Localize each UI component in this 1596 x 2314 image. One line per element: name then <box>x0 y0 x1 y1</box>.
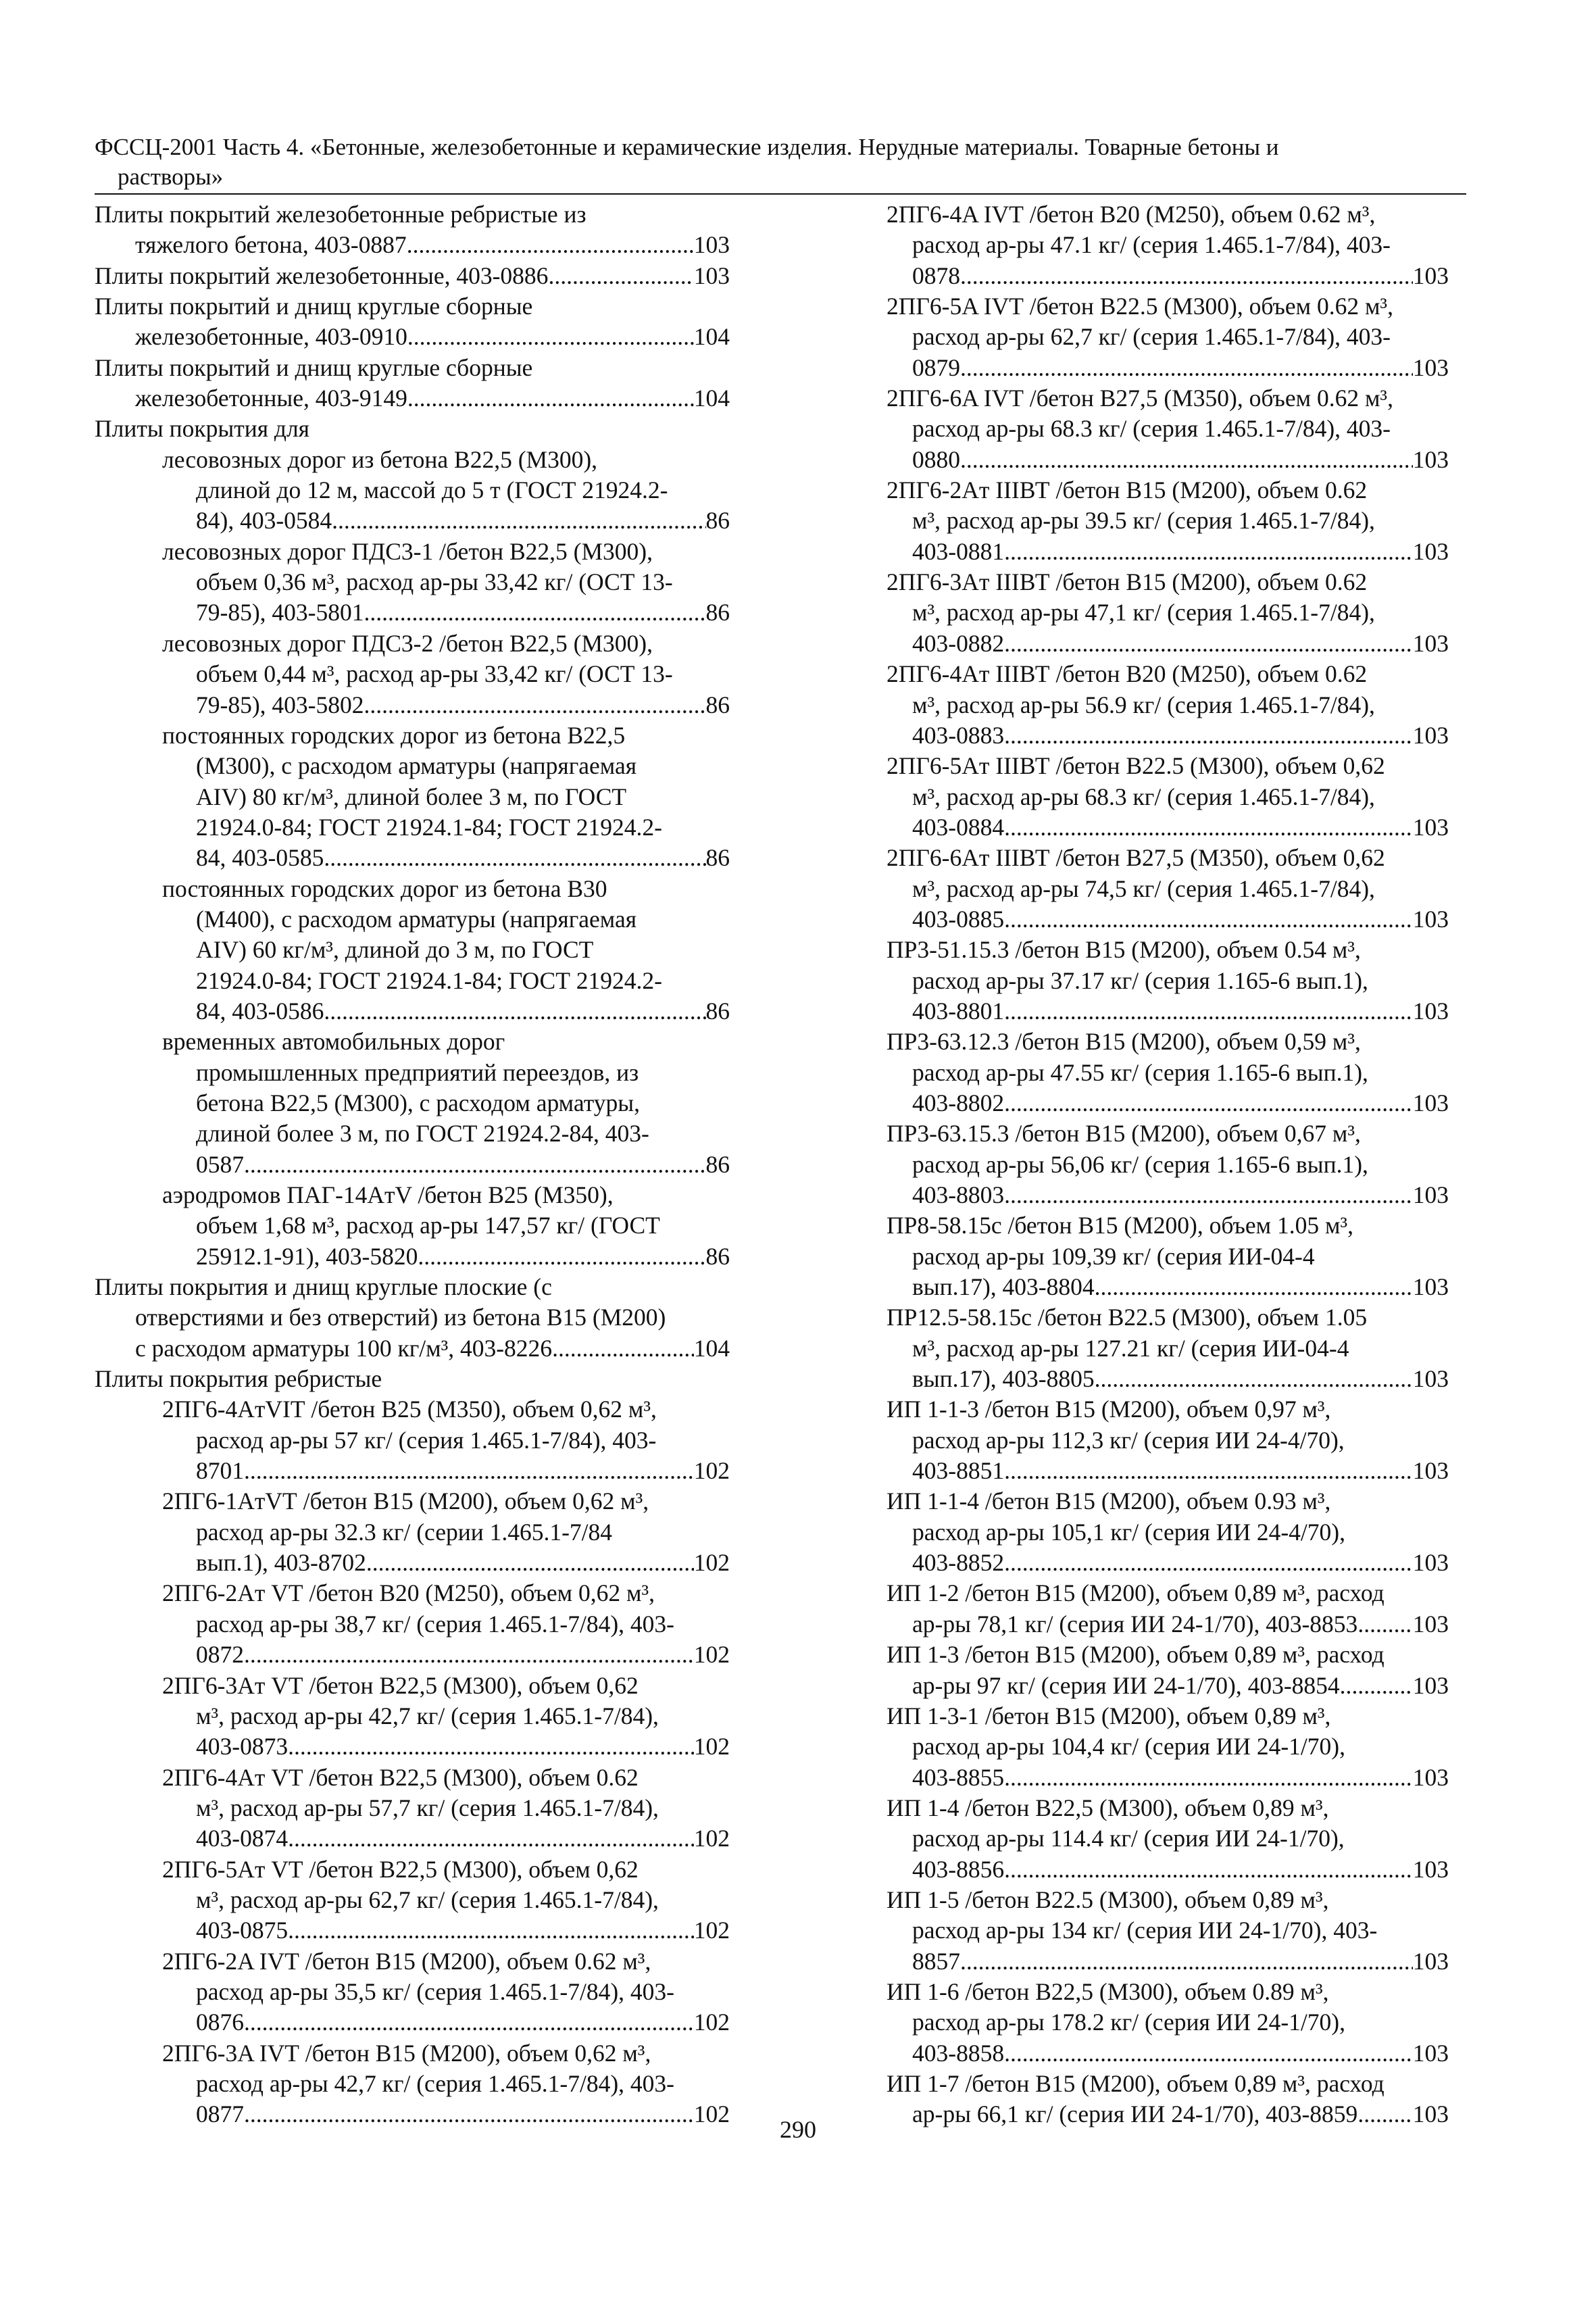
dot-leader <box>1004 1854 1413 1885</box>
dot-leader <box>1095 1272 1413 1302</box>
entry-line: 2ПГ6-3Aт VТ /бетон В22,5 (М300), объем 0,62 <box>162 1671 639 1699</box>
entry-line: м³, расход ар-ры 127.21 кг/ (серия ИИ-04-4 <box>912 1334 1349 1362</box>
index-column-left <box>95 199 730 2130</box>
entry-text: 403-0881 <box>912 537 1005 565</box>
entry-page-ref: 103 <box>1412 905 1449 933</box>
entry-page-ref: 103 <box>1412 1181 1449 1208</box>
entry-line <box>95 1241 730 1272</box>
index-entry <box>95 629 730 720</box>
entry-line <box>95 322 730 352</box>
entry-page-ref: 103 <box>1412 997 1449 1025</box>
page-number: 290 <box>780 2116 816 2143</box>
entry-line: расход ар-ры 47.55 кг/ (серия 1.165-6 вып.1), <box>912 1058 1368 1086</box>
index-entry <box>887 1640 1449 1701</box>
entry-page-ref: 103 <box>1412 445 1449 473</box>
index-entry <box>887 199 1449 291</box>
entry-line: ИП 1-3-1 /бетон В15 (М200), объем 0,89 м³, <box>887 1702 1331 1729</box>
dot-leader <box>244 1456 694 1486</box>
entry-line: 2ПГ6-2Aт IIIВТ /бетон В15 (М200), объем 0.62 <box>887 476 1368 504</box>
dot-leader <box>332 506 705 536</box>
entry-page-ref: 103 <box>693 231 730 259</box>
entry-line: расход ар-ры 57 кг/ (серия 1.465.1-7/84), 403- <box>196 1426 657 1454</box>
index-entry <box>887 1885 1449 1977</box>
entry-page-ref: 103 <box>1412 353 1449 381</box>
entry-line: Плиты покрытий и днищ круглые сборные <box>95 293 533 320</box>
dot-leader <box>1004 629 1413 659</box>
entry-line: бетона В22,5 (М300), с расходом арматуры, <box>196 1089 640 1116</box>
entry-text: 403-0884 <box>912 813 1005 841</box>
index-entry <box>95 199 730 261</box>
entry-page-ref: 103 <box>1412 1671 1449 1699</box>
dot-leader <box>548 261 693 291</box>
entry-line: длиной до 12 м, массой до 5 т (ГОСТ 21924.2- <box>196 476 668 504</box>
index-entry <box>95 291 730 353</box>
index-entry <box>887 1027 1449 1118</box>
running-header <box>95 132 1480 192</box>
dot-leader <box>1004 996 1413 1027</box>
entry-line <box>95 506 730 536</box>
entry-text: 84, 403-0585 <box>196 844 324 872</box>
entry-page-ref: 103 <box>1412 1365 1449 1393</box>
index-entry <box>887 1302 1449 1394</box>
entry-text: 403-0883 <box>912 721 1005 749</box>
entry-line <box>95 1456 730 1486</box>
dot-leader <box>366 1548 694 1578</box>
entry-line: постоянных городских дорог из бетона В30 <box>162 875 607 902</box>
dot-leader <box>244 1640 694 1670</box>
index-entry <box>95 1578 730 1670</box>
entry-line <box>887 2038 1449 2069</box>
entry-line: 2ПГ6-6A IVТ /бетон В27,5 (М350), объем 0.62 м³, <box>887 385 1393 412</box>
entry-page-ref: 104 <box>693 1334 730 1362</box>
entry-page-ref: 103 <box>1412 721 1449 749</box>
entry-line: ИП 1-2 /бетон В15 (М200), объем 0,89 м³, расход <box>887 1579 1385 1607</box>
entry-line: временных автомобильных дорог <box>162 1028 505 1056</box>
entry-text: 403-8855 <box>912 1763 1005 1791</box>
entry-line: расход ар-ры 35,5 кг/ (серия 1.465.1-7/84), 403- <box>196 1977 675 2005</box>
entry-line: 21924.0-84; ГОСТ 21924.1-84; ГОСТ 21924.2- <box>196 813 662 841</box>
entry-line: расход ар-ры 38,7 кг/ (серия 1.465.1-7/84), 403- <box>196 1610 675 1638</box>
entry-text: 79-85), 403-5802 <box>196 691 364 718</box>
index-entry <box>95 261 730 291</box>
entry-page-ref: 103 <box>1412 813 1449 841</box>
entry-page-ref: 104 <box>693 323 730 351</box>
entry-line <box>887 1180 1449 1210</box>
entry-page-ref: 103 <box>1412 537 1449 565</box>
entry-line: расход ар-ры 32.3 кг/ (серии 1.465.1-7/84 <box>196 1518 613 1546</box>
entry-line: расход ар-ры 114.4 кг/ (серия ИИ 24-1/70), <box>912 1825 1345 1852</box>
header-line-2: растворы» <box>118 164 224 190</box>
entry-line: Плиты покрытия для <box>95 415 310 443</box>
dot-leader <box>1004 1180 1413 1210</box>
entry-line: расход ар-ры 68.3 кг/ (серия 1.465.1-7/84), 403- <box>912 415 1391 443</box>
index-entry <box>887 1394 1449 1486</box>
entry-page-ref: 86 <box>705 1150 730 1178</box>
index-entry <box>95 1946 730 2038</box>
dot-leader <box>407 230 694 260</box>
dot-leader <box>288 1823 694 1854</box>
dot-leader <box>1004 904 1413 935</box>
dot-leader <box>1004 2038 1413 2069</box>
entry-line: ПР8-58.15с /бетон В15 (М200), объем 1.05 м³, <box>887 1212 1353 1239</box>
entry-line: постоянных городских дорог из бетона В22,5 <box>162 721 626 749</box>
entry-line: аэродромов ПАГ-14AтV /бетон В25 (М350), <box>162 1181 614 1208</box>
index-entry <box>95 1763 730 1854</box>
index-entry <box>95 1394 730 1486</box>
entry-line <box>887 537 1449 567</box>
entry-line: ИП 1-6 /бетон В22,5 (М300), объем 0.89 м³, <box>887 1977 1329 2005</box>
entry-line: ПР12.5-58.15с /бетон В22.5 (М300), объем 1.05 <box>887 1304 1368 1331</box>
dot-leader <box>418 1241 705 1272</box>
entry-page-ref: 86 <box>705 997 730 1025</box>
entry-line: AIV) 80 кг/м³, длиной более 3 м, по ГОСТ <box>196 783 627 810</box>
entry-line: длиной более 3 м, по ГОСТ 21924.2-84, 403- <box>196 1120 649 1148</box>
entry-text: ар-ры 97 кг/ (серия ИИ 24-1/70), 403-8854.. <box>912 1671 1352 1699</box>
index-entry <box>887 1486 1449 1578</box>
index-entry <box>95 1364 730 1394</box>
entry-line: ИП 1-1-4 /бетон В15 (М200), объем 0.93 м³, <box>887 1487 1331 1515</box>
entry-line: (М300), с расходом арматуры (напрягаемая <box>196 752 637 780</box>
index-entry <box>887 1701 1449 1793</box>
entry-line <box>887 1088 1449 1118</box>
entry-line <box>95 383 730 414</box>
index-entry <box>95 874 730 1027</box>
entry-line: расход ар-ры 178.2 кг/ (серия ИИ 24-1/70), <box>912 2009 1345 2036</box>
entry-line: лесовозных дорог из бетона В22,5 (М300), <box>162 445 598 473</box>
entry-line: ПР3-63.15.3 /бетон В15 (М200), объем 0,67 м³, <box>887 1120 1361 1148</box>
entry-text: 403-0874 <box>196 1825 289 1852</box>
entry-text: 25912.1-91), 403-5820 <box>196 1242 418 1270</box>
entry-text: ар-ры 66,1 кг/ (серия ИИ 24-1/70), 403-8859 <box>912 2100 1358 2128</box>
dot-leader <box>1004 537 1413 567</box>
entry-text: 403-8856 <box>912 1855 1005 1883</box>
dot-leader <box>1351 1671 1412 1701</box>
entry-line: расход ар-ры 42,7 кг/ (серия 1.465.1-7/84), 403- <box>196 2069 675 2097</box>
dot-leader <box>1004 1088 1413 1118</box>
index-entry <box>95 1027 730 1180</box>
entry-line: 2ПГ6-2Aт VТ /бетон В20 (М250), объем 0,62 м³, <box>162 1579 655 1607</box>
entry-page-ref: 103 <box>1412 262 1449 289</box>
entry-line: м³, расход ар-ры 74,5 кг/ (серия 1.465.1-7/84), <box>912 875 1375 902</box>
entry-page-ref: 102 <box>693 2100 730 2128</box>
entry-page-ref: 103 <box>1412 1273 1449 1301</box>
index-entry <box>887 1793 1449 1885</box>
entry-line <box>887 904 1449 935</box>
entry-text: с расходом арматуры 100 кг/м³, 403-8226 <box>135 1334 553 1362</box>
entry-line: Плиты покрытий и днищ круглые сборные <box>95 353 533 381</box>
index-entry <box>95 720 730 874</box>
entry-line: промышленных предприятий переездов, из <box>196 1058 639 1086</box>
entry-line: 2ПГ6-6Aт IIIВТ /бетон В27,5 (М350), объем 0,62 <box>887 844 1385 872</box>
dot-leader <box>364 597 705 628</box>
entry-line: 2ПГ6-5A IVТ /бетон В22.5 (М300), объем 0.62 м³, <box>887 293 1393 320</box>
entry-line <box>95 843 730 873</box>
entry-text: 8701 <box>196 1457 244 1485</box>
header-line-1: ФССЦ-2001 Часть 4. «Бетонные, железобетонные и керамические изделия. Нерудные материалы. Товарные бетоны и <box>95 134 1279 160</box>
dot-leader <box>407 322 694 352</box>
entry-page-ref: 102 <box>693 1917 730 1944</box>
entry-line: Плиты покрытий железобетонные ребристые из <box>95 201 587 228</box>
entry-line: 2ПГ6-1AтVТ /бетон В15 (М200), объем 0,62 м³, <box>162 1487 649 1515</box>
entry-page-ref: 104 <box>693 385 730 412</box>
entry-line: объем 0,36 м³, расход ар-ры 33,42 кг/ (ОСТ 13- <box>196 568 673 596</box>
index-entry <box>887 659 1449 751</box>
entry-line: ИП 1-3 /бетон В15 (М200), объем 0,89 м³, расход <box>887 1641 1385 1669</box>
dot-leader <box>324 843 705 873</box>
entry-line <box>95 1548 730 1578</box>
entry-page-ref: 103 <box>693 262 730 289</box>
entry-line <box>887 812 1449 843</box>
entry-line: м³, расход ар-ры 47,1 кг/ (серия 1.465.1-7/84), <box>912 599 1375 626</box>
index-entry <box>887 475 1449 567</box>
entry-page-ref: 86 <box>705 1242 730 1270</box>
entry-line: м³, расход ар-ры 39.5 кг/ (серия 1.465.1-7/84), <box>912 507 1375 535</box>
entry-line: 2ПГ6-4Aт IIIВТ /бетон В20 (М250), объем 0.62 <box>887 660 1368 688</box>
index-entry <box>887 1210 1449 1302</box>
entry-line: м³, расход ар-ры 56.9 кг/ (серия 1.465.1-7/84), <box>912 691 1375 718</box>
entry-page-ref: 103 <box>1412 629 1449 657</box>
dot-leader <box>960 261 1413 291</box>
entry-page-ref: 102 <box>693 1549 730 1577</box>
entry-line <box>887 720 1449 751</box>
entry-line <box>95 1640 730 1670</box>
index-entry <box>887 1118 1449 1210</box>
entry-line: AIV) 60 кг/м³, длиной до 3 м, по ГОСТ <box>196 936 594 964</box>
entry-page-ref: 103 <box>1412 1763 1449 1791</box>
dot-leader <box>407 383 694 414</box>
entry-line: расход ар-ры 47.1 кг/ (серия 1.465.1-7/84), 403- <box>912 231 1391 259</box>
entry-line <box>887 1548 1449 1578</box>
entry-page-ref: 86 <box>705 691 730 718</box>
entry-line: м³, расход ар-ры 42,7 кг/ (серия 1.465.1-7/84), <box>196 1702 659 1729</box>
entry-page-ref: 86 <box>705 507 730 535</box>
dot-leader <box>364 690 705 720</box>
entry-line: 2ПГ6-5Aт IIIВТ /бетон В22.5 (М300), объем 0,62 <box>887 752 1385 780</box>
entry-text: 0872 <box>196 1641 244 1669</box>
entry-line: Плиты покрытия ребристые <box>95 1365 382 1393</box>
dot-leader <box>288 1731 694 1762</box>
index-entry <box>95 414 730 444</box>
dot-leader <box>960 1946 1413 1977</box>
entry-text: 8857 <box>912 1947 960 1975</box>
entry-line <box>95 2007 730 2038</box>
entry-text: 403-8803 <box>912 1181 1005 1208</box>
index-entry <box>887 291 1449 383</box>
dot-leader <box>552 1333 694 1364</box>
index-entry <box>95 537 730 629</box>
entry-text: 84, 403-0586 <box>196 997 324 1025</box>
entry-line <box>887 1609 1449 1640</box>
entry-page-ref: 103 <box>1412 1549 1449 1577</box>
entry-text: 403-8801 <box>912 997 1005 1025</box>
entry-line <box>887 445 1449 475</box>
entry-page-ref: 102 <box>693 2009 730 2036</box>
entry-line: ИП 1-4 /бетон В22,5 (М300), объем 0,89 м³, <box>887 1794 1329 1821</box>
entry-text: 0876 <box>196 2009 244 2036</box>
entry-line <box>887 1364 1449 1394</box>
entry-line <box>887 996 1449 1027</box>
entry-page-ref: 102 <box>693 1457 730 1485</box>
index-entry <box>887 751 1449 843</box>
entry-line: 2ПГ6-4AтVIТ /бетон В25 (М350), объем 0,62 м³, <box>162 1396 657 1423</box>
entry-line: Плиты покрытия и днищ круглые плоские (с <box>95 1273 552 1301</box>
entry-text: тяжелого бетона, 403-0887 <box>135 231 407 259</box>
entry-line: расход ар-ры 109,39 кг/ (серия ИИ-04-4 <box>912 1242 1315 1270</box>
dot-leader <box>1004 1548 1413 1578</box>
entry-page-ref: 103 <box>1412 1947 1449 1975</box>
index-entry <box>95 445 730 537</box>
dot-leader <box>1004 720 1413 751</box>
entry-line: лесовозных дорог ПДС3-1 /бетон В22,5 (М300), <box>162 537 653 565</box>
entry-line: расход ар-ры 104,4 кг/ (серия ИИ 24-1/70), <box>912 1733 1345 1761</box>
dot-leader <box>1004 1456 1413 1486</box>
dot-leader <box>244 1150 706 1180</box>
entry-page-ref: 86 <box>705 599 730 626</box>
entry-line <box>95 597 730 628</box>
entry-line: 2ПГ6-2A IVТ /бетон В15 (М200), объем 0.62 м³, <box>162 1947 651 1975</box>
entry-line: м³, расход ар-ры 68.3 кг/ (серия 1.465.1-7/84), <box>912 783 1375 810</box>
entry-page-ref: 103 <box>1412 1610 1449 1638</box>
entry-line: ПР3-63.12.3 /бетон В15 (М200), объем 0,59 м³, <box>887 1028 1361 1056</box>
entry-text: железобетонные, 403-0910 <box>135 323 407 351</box>
dot-leader <box>324 996 705 1027</box>
entry-line: ПР3-51.15.3 /бетон В15 (М200), объем 0.54 м³, <box>887 936 1361 964</box>
entry-line: лесовозных дорог ПДС3-2 /бетон В22,5 (М300), <box>162 629 653 657</box>
index-column-right <box>887 199 1449 2130</box>
entry-line: расход ар-ры 112,3 кг/ (серия ИИ 24-4/70), <box>912 1426 1345 1454</box>
entry-text: 0587 <box>196 1150 244 1178</box>
entry-text: 79-85), 403-5801 <box>196 599 364 626</box>
entry-text: 403-8858 <box>912 2039 1005 2067</box>
entry-page-ref: 102 <box>693 1825 730 1852</box>
entry-text: 0879 <box>912 353 960 381</box>
entry-text: 403-0882 <box>912 629 1005 657</box>
entry-line <box>95 1823 730 1854</box>
index-entry <box>95 1180 730 1272</box>
entry-line: расход ар-ры 37.17 кг/ (серия 1.165-6 вып.1), <box>912 966 1368 994</box>
entry-text: вып.1), 403-8702 <box>196 1549 366 1577</box>
entry-text: вып.17), 403-8805 <box>912 1365 1095 1393</box>
index-entry <box>95 353 730 414</box>
entry-line <box>95 1150 730 1180</box>
entry-line <box>887 629 1449 659</box>
dot-leader <box>1004 1763 1413 1793</box>
entry-text: 403-8852 <box>912 1549 1005 1577</box>
entry-text: Плиты покрытий железобетонные, 403-0886 <box>95 262 549 289</box>
entry-line <box>95 1915 730 1946</box>
index-entry <box>887 383 1449 475</box>
dot-leader <box>244 2007 694 2038</box>
entry-line <box>95 690 730 720</box>
header-rule <box>95 193 1466 195</box>
entry-line: ИП 1-1-3 /бетон В15 (М200), объем 0,97 м³, <box>887 1396 1331 1423</box>
dot-leader <box>1357 1609 1412 1640</box>
entry-line <box>95 261 730 291</box>
entry-line <box>887 261 1449 291</box>
entry-line: ИП 1-7 /бетон В15 (М200), объем 0,89 м³, расход <box>887 2069 1385 2097</box>
entry-line: расход ар-ры 62,7 кг/ (серия 1.465.1-7/84), 403- <box>912 323 1391 351</box>
entry-line <box>887 353 1449 383</box>
entry-page-ref: 102 <box>693 1733 730 1761</box>
index-entry <box>887 1977 1449 2069</box>
entry-line <box>887 1272 1449 1302</box>
dot-leader <box>960 353 1413 383</box>
entry-line: 2ПГ6-4A IVТ /бетон В20 (М250), объем 0.62 м³, <box>887 201 1376 228</box>
entry-line: расход ар-ры 105,1 кг/ (серия ИИ 24-4/70), <box>912 1518 1345 1546</box>
dot-leader <box>288 1915 694 1946</box>
index-entry <box>887 1578 1449 1640</box>
entry-text: 84), 403-0584 <box>196 507 332 535</box>
entry-line <box>95 1333 730 1364</box>
entry-text: железобетонные, 403-9149 <box>135 385 407 412</box>
entry-line: 21924.0-84; ГОСТ 21924.1-84; ГОСТ 21924.2- <box>196 966 662 994</box>
index-entry <box>95 1671 730 1763</box>
entry-line: отверстиями и без отверстий) из бетона В15 (М200) <box>135 1304 666 1331</box>
index-entry <box>887 843 1449 935</box>
entry-line: 2ПГ6-3Aт IIIВТ /бетон В15 (М200), объем 0.62 <box>887 568 1368 596</box>
dot-leader <box>1004 812 1413 843</box>
entry-page-ref: 103 <box>1412 1855 1449 1883</box>
entry-text: 0877 <box>196 2100 244 2128</box>
entry-line: расход ар-ры 56,06 кг/ (серия 1.165-6 вып.1), <box>912 1150 1368 1178</box>
entry-line <box>95 230 730 260</box>
index-entry <box>887 935 1449 1027</box>
entry-page-ref: 86 <box>705 844 730 872</box>
dot-leader <box>960 445 1413 475</box>
entry-line <box>887 1671 1449 1701</box>
entry-text: ар-ры 78,1 кг/ (серия ИИ 24-1/70), 403-8853 <box>912 1610 1358 1638</box>
entry-page-ref: 103 <box>1412 1457 1449 1485</box>
entry-text: вып.17), 403-8804 <box>912 1273 1095 1301</box>
entry-line <box>95 1731 730 1762</box>
entry-text: 403-8851 <box>912 1457 1005 1485</box>
entry-line: ИП 1-5 /бетон В22.5 (М300), объем 0,89 м³, <box>887 1886 1329 1913</box>
entry-text: 0880 <box>912 445 960 473</box>
index-entry <box>95 1486 730 1578</box>
entry-line: (М400), с расходом арматуры (напрягаемая <box>196 905 637 933</box>
entry-page-ref: 103 <box>1412 2039 1449 2067</box>
entry-line <box>887 1763 1449 1793</box>
entry-line: 2ПГ6-5Aт VТ /бетон В22,5 (М300), объем 0,62 <box>162 1855 639 1883</box>
entry-line: расход ар-ры 134 кг/ (серия ИИ 24-1/70), 403- <box>912 1917 1378 1944</box>
entry-text: 403-8802 <box>912 1089 1005 1116</box>
entry-line <box>887 1456 1449 1486</box>
entry-text: 403-0875 <box>196 1917 289 1944</box>
entry-line <box>95 996 730 1027</box>
index-entry <box>95 1854 730 1946</box>
index-entry <box>887 567 1449 659</box>
entry-text: 403-0873 <box>196 1733 289 1761</box>
entry-line <box>887 1854 1449 1885</box>
entry-line <box>887 1946 1449 1977</box>
entry-text: 403-0885 <box>912 905 1005 933</box>
entry-line: 2ПГ6-4Aт VТ /бетон В22,5 (М300), объем 0.62 <box>162 1763 639 1791</box>
entry-page-ref: 103 <box>1412 1089 1449 1116</box>
dot-leader <box>1095 1364 1413 1394</box>
entry-line: м³, расход ар-ры 62,7 кг/ (серия 1.465.1-7/84), <box>196 1886 659 1913</box>
entry-text: 0878 <box>912 262 960 289</box>
entry-line: 2ПГ6-3A IVТ /бетон В15 (М200), объем 0,62 м³, <box>162 2039 651 2067</box>
entry-page-ref: 102 <box>693 1641 730 1669</box>
entry-line: м³, расход ар-ры 57,7 кг/ (серия 1.465.1-7/84), <box>196 1794 659 1821</box>
index-entry <box>95 1272 730 1364</box>
entry-page-ref: 103 <box>1412 2100 1449 2128</box>
entry-line: объем 1,68 м³, расход ар-ры 147,57 кг/ (ГОСТ <box>196 1212 660 1239</box>
entry-line: объем 0,44 м³, расход ар-ры 33,42 кг/ (ОСТ 13- <box>196 660 673 688</box>
